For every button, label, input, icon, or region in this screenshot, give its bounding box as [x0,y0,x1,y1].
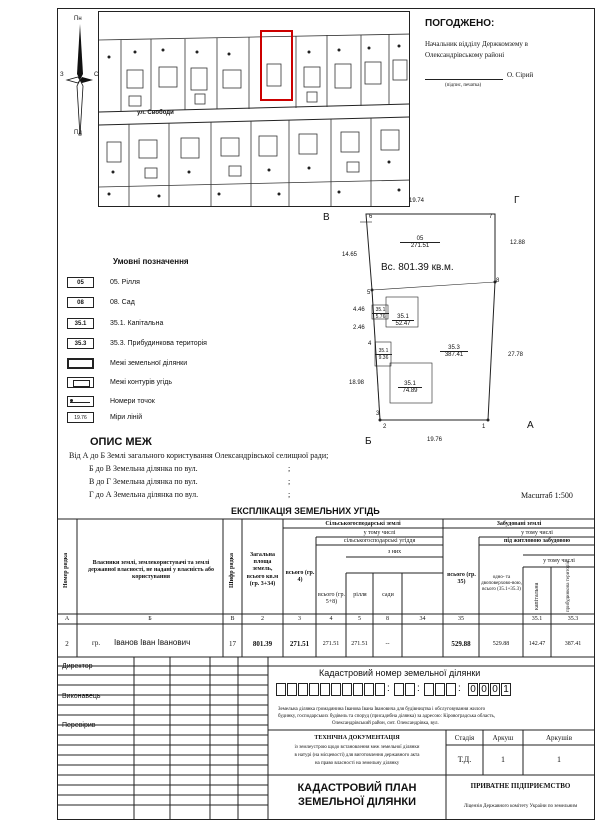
legend-box-08: 08 [67,297,94,308]
signature-caption: (підпис, печатка) [445,83,482,88]
legend-label-08: 08. Сад [110,299,135,306]
role-director: Директор [62,663,93,670]
letter-34: 34 [419,616,426,622]
cadastral-digit-3: 0 [490,683,500,696]
header-built-total: всього (гр. 35) [447,572,476,586]
row-cipher: 17 [229,640,236,648]
plot-area-title: Вс. 801.39 кв.м. [381,262,454,273]
row-capital: 142.47 [528,641,546,647]
dim-left-mid1: 4.46 [353,307,365,313]
boundary-g-a: Г до А Земельна ділянка по вул. [89,490,199,499]
cadastral-number: : : : 0 0 0 1 [276,683,576,697]
letter-35: 35 [458,616,464,622]
parcel-35-1-small: 35.1 5.76 [372,307,389,320]
boundary-g-a-end: ; [288,490,291,499]
compass-south: Пд [74,130,82,136]
corner-b: Б [365,436,372,447]
col-sheet: Аркуш [492,734,514,742]
point-3: 3 [376,411,380,417]
header-owner: Власники землі, землекористувачі та землі державної власності, не надані у власність або користування [88,560,214,581]
cadastral-title: Кадастровий номер земельної ділянки [319,668,481,678]
row-one-two: 529.88 [492,641,510,647]
sheets-value: 1 [557,755,561,764]
dim-bottom: 19.76 [427,437,443,443]
parcel-35-3: 35.3 387.41 [440,345,468,358]
dim-right-top: 12.88 [510,240,526,246]
header-built: Забудовані землі [496,521,542,527]
corner-g: Г [514,195,520,206]
legend-label-05: 05. Рілля [110,279,140,286]
legend-label-35-1: 35.1. Капітальна [110,320,164,327]
letter-35-1: 35.1 [531,616,543,622]
stamp-note3: Олександрівський район, смт. Олександрівка, вул. [332,721,439,726]
letter-8: 8 [386,616,389,622]
dim-left-top: 14.65 [342,252,358,258]
stamp-note2: будинку, господарських будівель та споруд (присадибна ділянка) за адресою: Кіровоградська область, [278,714,495,719]
boundary-b-v-end: ; [288,464,291,473]
approval-line1: Начальник відділу Держкомзему в [425,40,528,48]
tech-doc-line3: в натурі (на місцевості) для виготовлення державного акта [294,753,420,758]
plan-title-2: ЗЕМЕЛЬНОЇ ДІЛЯНКИ [297,796,417,808]
scale-label: Масштаб 1:500 [521,491,573,500]
point-6: 6 [369,214,373,220]
point-4: 4 [368,341,372,347]
row-total: 801.39 [252,640,273,648]
header-residential: під житловою забудовою [503,538,571,544]
header-of-them: з них [387,549,402,555]
boundary-a-b: Від А до Б Землі загального користування Олександрівської селищної ради; [69,451,329,460]
legend-box-35-1: 35.1 [67,318,94,329]
role-checker: Перевірив [62,722,96,729]
row-built: 529.88 [451,640,471,648]
dim-left-bottom: 18.98 [349,380,365,386]
legend-box-35-3: 35.3 [67,338,94,349]
boundaries-title: ОПИС МЕЖ [90,436,152,448]
legend-label-boundary: Межі земельної ділянки [110,360,188,367]
letter-35-3: 35.3 [567,616,579,622]
stamp-note1: Земельна ділянка громадянина Іванова Івана Івановича для будівництва і обслуговування жилого [278,707,486,712]
letter-4: 4 [329,616,333,622]
approval-signer: О. Сірий [507,71,534,79]
compass-west: З [60,72,64,78]
boundary-v-g-end: ; [288,477,291,486]
row-agri-all: 271.51 [322,641,340,647]
tech-doc-line2: із землеустрою щодо встановлення меж земельної ділянки [294,745,420,750]
header-one-two: одно- та двоповерхово-вою, всього (35.1+35.3) [481,575,522,592]
row-adjacent: 387.41 [564,641,582,647]
header-row-number: Номер рядка [63,552,69,588]
cadastral-digit-2: 0 [479,683,489,696]
boundary-b-v: Б до В Земельна ділянка по вул. [89,464,198,473]
row-rillia: 271.51 [351,641,368,647]
header-rillia: рілля [353,592,367,598]
header-total: Загальна площа земель, всього кв.м (гр. 3+34) [246,552,279,587]
row-owner: Іванов Іван Іванович [114,638,191,647]
header-cipher: Шифр рядка [229,552,235,588]
legend-box-05: 05 [67,277,94,288]
header-capital: капітальна [534,582,540,610]
legend-title: Умовні позначення [113,257,189,266]
header-agri-incl: у тому числі [363,530,396,536]
plan-title-1: КАДАСТРОВИЙ ПЛАН [297,782,417,794]
legend-label-35-3: 35.3. Прибудинкова територія [110,340,207,347]
corner-a: А [527,420,534,431]
point-8: 8 [496,278,500,284]
header-agri-land: сільськогосподарські угіддя [343,538,416,544]
boundary-v-g: В до Г Земельна ділянка по вул. [89,477,198,486]
stage-value: Т.Д. [457,755,472,764]
company-license: Ліцензія Державного комітету України по земельним [463,804,578,809]
row-sady: -- [385,641,390,647]
role-executor: Виконавець [62,693,101,700]
tech-doc-line4: на право власності на земельну ділянку [314,761,400,766]
street-label: ул. Свободи [137,110,174,116]
row-owner-prefix: гр. [92,639,101,647]
parcel-05: 05 271.51 [400,236,440,249]
col-stage: Стадія [454,734,475,742]
header-built-incl: у тому числі [521,530,553,536]
letter-b: Б [148,616,152,622]
header-all58: всього (гр. 5+8) [318,592,345,606]
header-sady: сади [382,592,394,598]
cadastral-digit-1: 0 [468,683,478,696]
tech-doc-title: ТЕХНІЧНА ДОКУМЕНТАЦІЯ [314,735,400,741]
header-res-incl: у тому числі [543,558,575,564]
legend-label-dims: Міри ліній [110,414,143,421]
corner-v: В [323,212,330,223]
approval-line2: Олександрівському районі [425,51,505,59]
legend-label-points: Номери точок [110,398,155,405]
parcel-35-1-shed: 35.1 9.36 [375,348,392,361]
row-number: 2 [65,640,69,648]
letter-a: А [64,616,70,622]
parcel-35-1-house: 35.1 52.47 [392,314,414,327]
sheet-value: 1 [501,755,505,764]
point-2: 2 [383,424,387,430]
header-agri-total: всього (гр. 4) [285,570,315,584]
point-7: 7 [489,214,493,220]
row-agri: 271.51 [289,640,310,648]
approval-title: ПОГОДЖЕНО: [425,18,495,29]
legend-dim-value: 19.76 [74,415,87,421]
legend-label-contour: Межі контурів угідь [110,379,172,386]
compass-east: С [94,72,99,78]
letter-3: 3 [298,616,301,622]
header-agri: Сільськогосподарські землі [325,521,401,527]
explication-title: ЕКСПЛІКАЦІЯ ЗЕМЕЛЬНИХ УГІДЬ [231,506,380,516]
company-name: ПРИВАТНЕ ПІДПРИЄМСТВО [470,782,571,790]
letter-v: В [230,616,235,622]
dim-left-mid2: 2.46 [353,325,365,331]
header-adjacent: прибудинкова територія [566,560,571,612]
dim-right-bottom: 27.78 [508,352,524,358]
cadastral-digit-4: 1 [501,683,511,696]
letter-5: 5 [358,616,361,622]
point-5: 5 [367,290,371,296]
dim-top: 19.74 [409,198,425,204]
col-sheets: Аркушів [546,734,572,742]
letter-2: 2 [261,616,264,622]
parcel-35-1-barn: 35.1 74.89 [398,381,422,394]
compass-north: Пн [74,16,82,22]
point-1: 1 [482,424,486,430]
